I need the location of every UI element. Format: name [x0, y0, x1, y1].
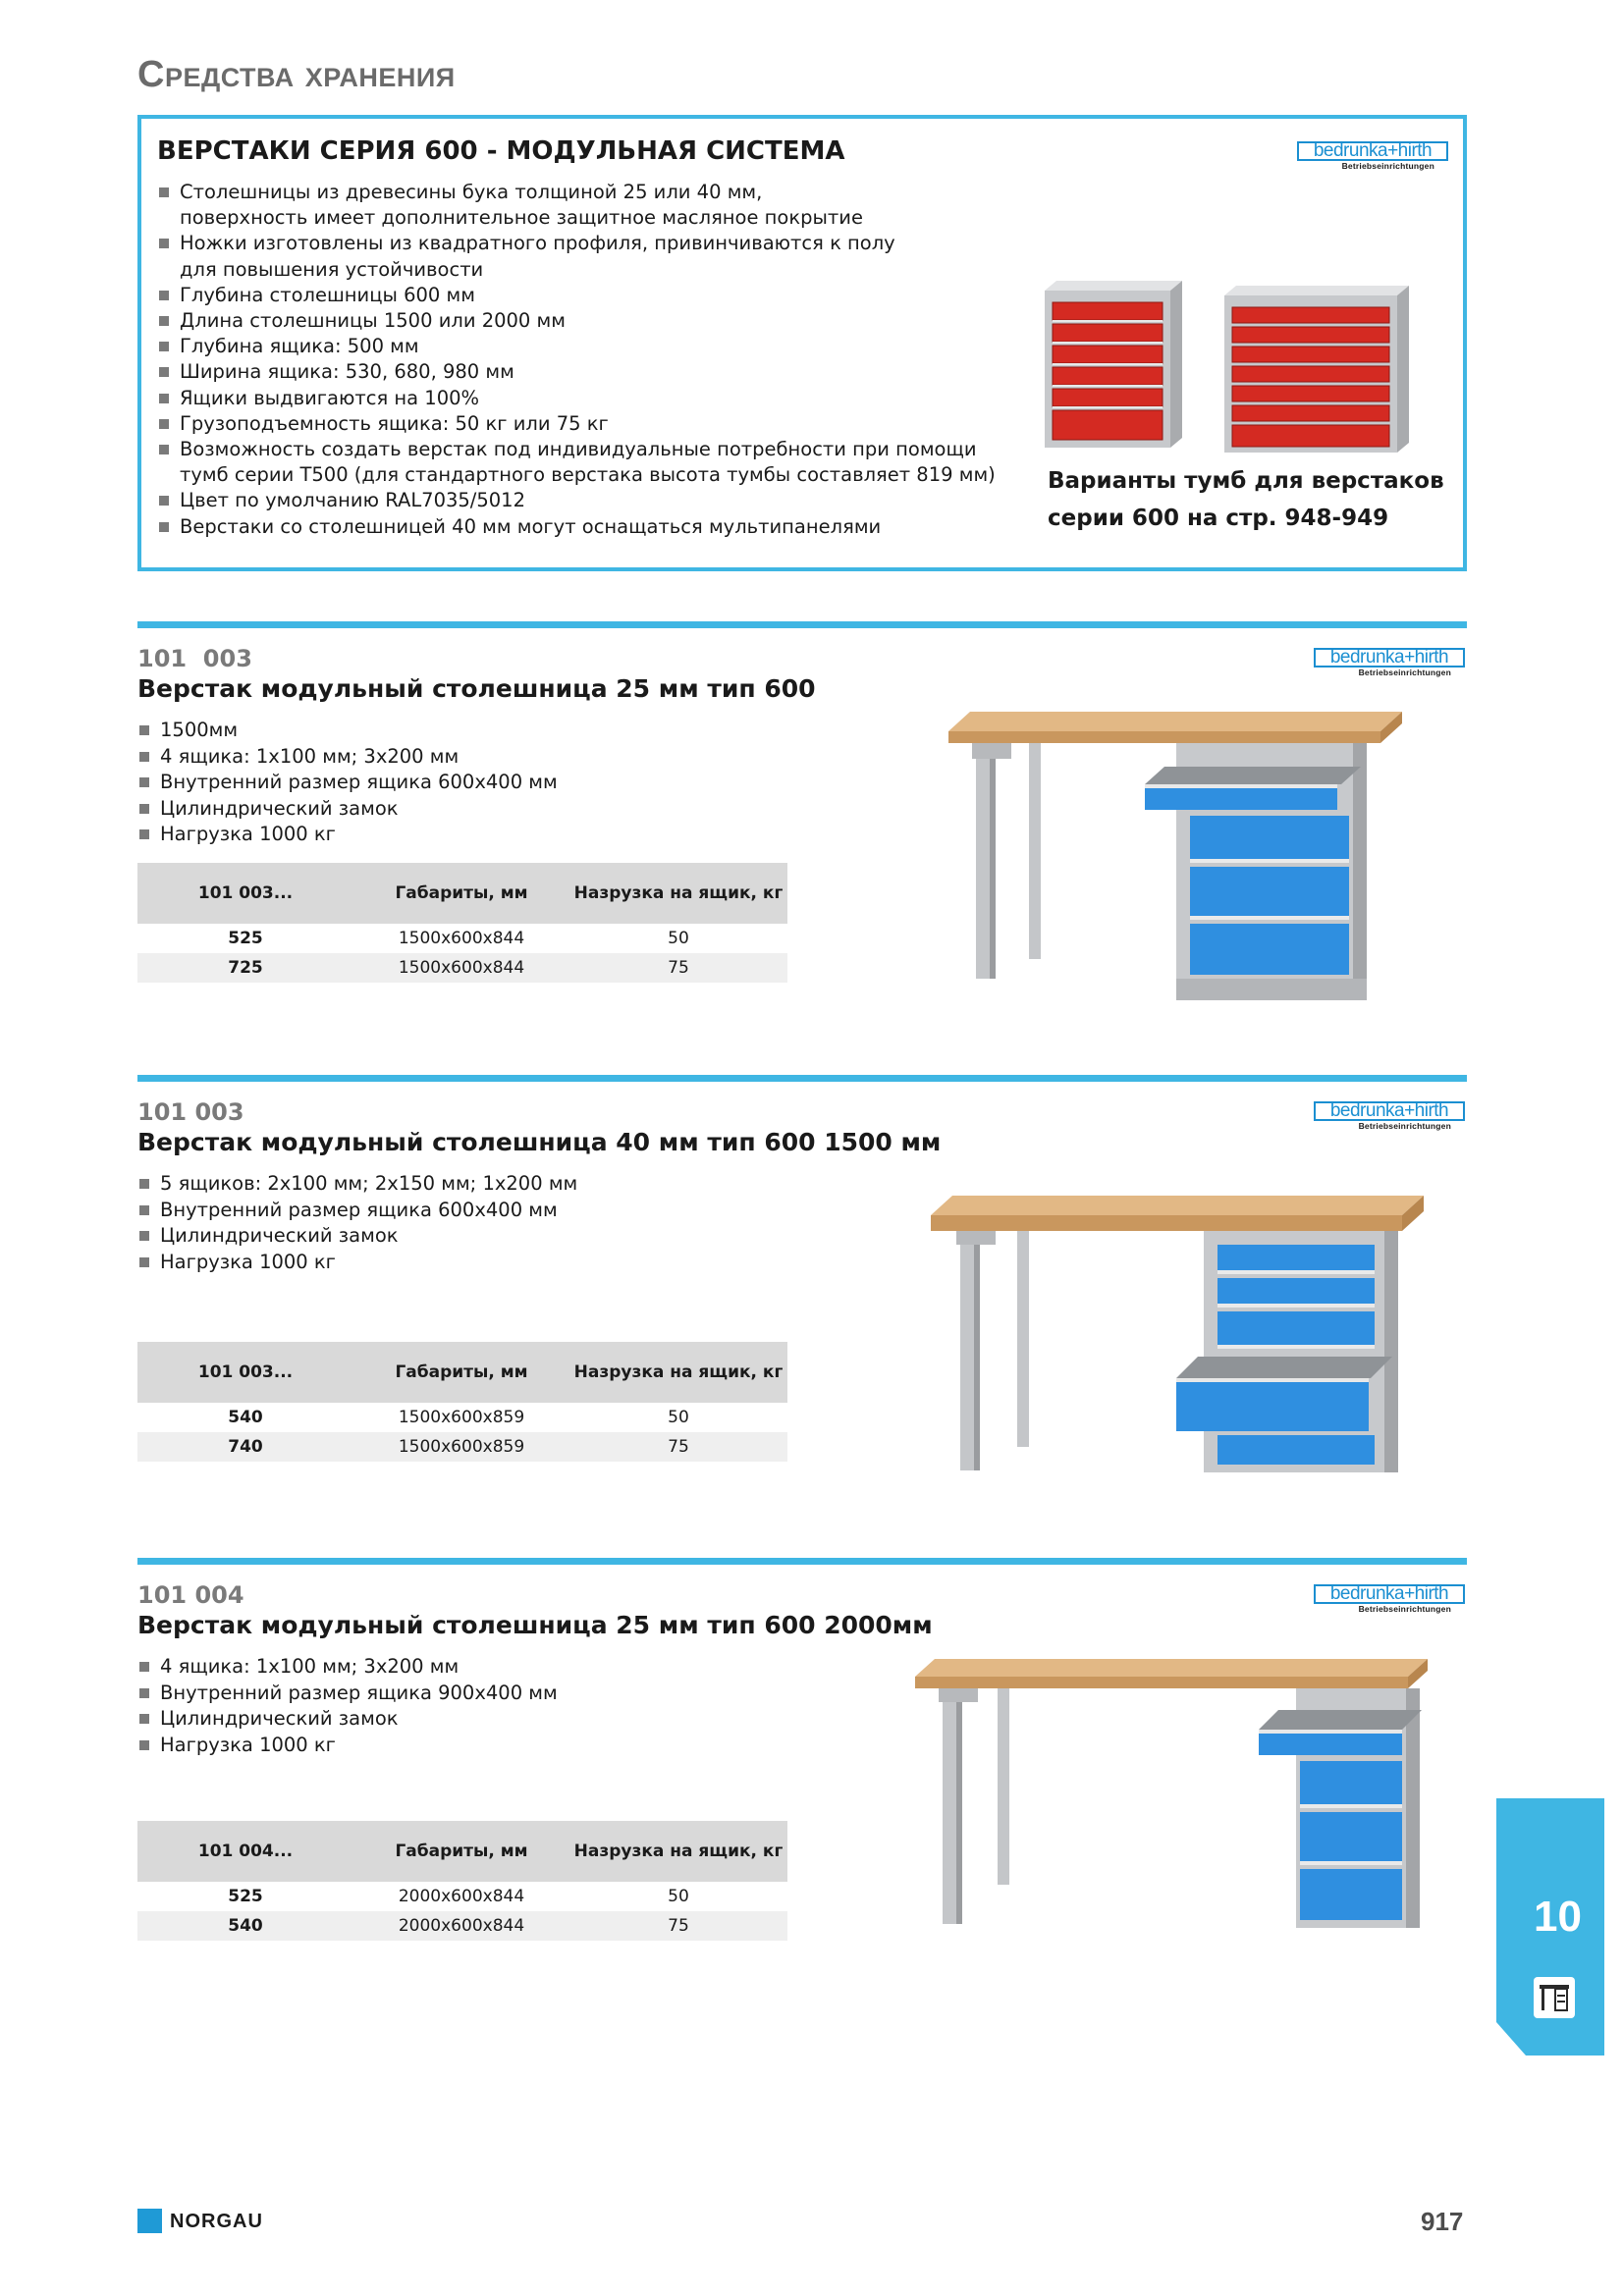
product-title: Верстак модульный столешница 25 мм тип 600	[137, 674, 816, 703]
product-features	[137, 718, 558, 848]
product-code: 101 004	[137, 1581, 244, 1609]
product-code: 101 003	[137, 1098, 244, 1126]
workbench-image	[915, 1651, 1445, 1946]
intro-features	[157, 180, 1001, 540]
product-title: Верстак модульный столешница 40 мм тип 600 1500 мм	[137, 1128, 942, 1156]
product-section	[137, 1558, 1467, 1970]
bullet-icon	[139, 1179, 149, 1189]
bullet-icon	[159, 342, 169, 351]
list-item: 1500мм	[137, 718, 558, 744]
chapter-tab	[1496, 1798, 1604, 2056]
footer-brand: NORGAU	[170, 2211, 263, 2232]
table-row	[137, 1432, 787, 1462]
list-item: 4 ящика: 1x100 мм; 3x200 мм	[137, 1654, 558, 1681]
table-row	[137, 953, 787, 983]
brand-logo: bedrunka+hirth Betriebseinrichtungen	[1297, 141, 1448, 173]
list-item: Внутренний размер ящика 600x400 мм	[137, 1198, 577, 1224]
table-cell: 740	[137, 1432, 353, 1462]
list-item: Столешницы из древесины бука толщиной 25 или 40 мм, поверхность имеет дополнительное защитное масляное покрытие	[157, 180, 1001, 231]
workbench-icon	[1532, 1975, 1577, 2020]
table-row	[137, 1911, 787, 1941]
list-item: Цилиндрический замок	[137, 1223, 577, 1250]
list-item: Внутренний размер ящика 600x400 мм	[137, 770, 558, 796]
list-item: Верстаки со столешницей 40 мм могут оснащаться мультипанелями	[157, 514, 1001, 540]
bullet-icon	[159, 394, 169, 403]
list-item: Цвет по умолчанию RAL7035/5012	[157, 488, 1001, 513]
spec-table	[137, 1342, 787, 1462]
table-cell: 50	[668, 929, 689, 948]
bullet-icon	[139, 829, 149, 839]
list-item: 4 ящика: 1x100 мм; 3x200 мм	[137, 744, 558, 771]
spec-table	[137, 1821, 787, 1941]
bullet-icon	[159, 187, 169, 197]
section-divider	[137, 1075, 1467, 1082]
bullet-icon	[159, 522, 169, 532]
table-cell: 540	[228, 1408, 263, 1427]
bullet-icon	[139, 1205, 149, 1215]
table-row	[137, 1403, 787, 1432]
table-header-row	[137, 1342, 787, 1403]
bullet-icon	[139, 804, 149, 814]
drawer-cabinet-image	[1224, 286, 1421, 462]
section-divider	[137, 621, 1467, 628]
bullet-icon	[139, 1740, 149, 1750]
section-divider	[137, 1558, 1467, 1565]
workbench-image	[948, 700, 1439, 1004]
table-cell: 1500x600x844	[398, 929, 525, 948]
bullet-icon	[139, 752, 149, 762]
table-cell: 75	[569, 1432, 787, 1462]
table-header: 101 003...	[137, 1342, 353, 1403]
table-header-row	[137, 1821, 787, 1882]
list-item: Нагрузка 1000 кг	[137, 1250, 577, 1276]
bullet-icon	[159, 367, 169, 377]
bullet-icon	[159, 316, 169, 326]
list-item: Нагрузка 1000 кг	[137, 822, 558, 848]
list-item: Внутренний размер ящика 900x400 мм	[137, 1681, 558, 1707]
bullet-icon	[139, 1688, 149, 1698]
table-cell: 1500x600x859	[398, 1408, 525, 1427]
list-item: Нагрузка 1000 кг	[137, 1733, 558, 1759]
product-section	[137, 1075, 1467, 1487]
intro-caption: Варианты тумб для верстаков серии 600 на стр. 948-949	[1048, 468, 1444, 531]
page-number: 917	[1421, 2207, 1464, 2236]
table-header: Назрузка на ящик, кг	[569, 863, 787, 924]
intro-title: ВЕРСТАКИ СЕРИЯ 600 - МОДУЛЬНАЯ СИСТЕМА	[157, 136, 845, 166]
list-item: Ножки изготовлены из квадратного профиля, привинчиваются к полу для повышения устойчивости	[157, 231, 1001, 282]
product-code: 101 003	[137, 645, 252, 672]
bullet-icon	[159, 239, 169, 248]
list-item: Ящики выдвигаются на 100%	[157, 386, 1001, 411]
table-header: Назрузка на ящик, кг	[569, 1342, 787, 1403]
brand-logo: bedrunka+hirth Betriebseinrichtungen	[1314, 1584, 1465, 1616]
list-item: Грузоподъемность ящика: 50 кг или 75 кг	[157, 411, 1001, 437]
product-features	[137, 1171, 577, 1275]
product-title: Верстак модульный столешница 25 мм тип 600 2000мм	[137, 1611, 933, 1639]
table-cell: 1500x600x859	[353, 1432, 569, 1462]
bullet-icon	[159, 445, 169, 454]
bullet-icon	[159, 291, 169, 300]
table-cell: 2000x600x844	[398, 1887, 525, 1906]
table-cell: 540	[137, 1911, 353, 1941]
table-cell: 2000x600x844	[353, 1911, 569, 1941]
table-row	[137, 1882, 787, 1911]
list-item: Ширина ящика: 530, 680, 980 мм	[157, 359, 1001, 385]
table-row	[137, 924, 787, 953]
bullet-icon	[159, 419, 169, 429]
bullet-icon	[159, 496, 169, 506]
chapter-number: 10	[1534, 1893, 1582, 1941]
table-header: Габариты, мм	[353, 1821, 569, 1882]
workbench-image	[931, 1188, 1441, 1482]
table-cell: 50	[668, 1408, 689, 1427]
table-header-row	[137, 863, 787, 924]
brand-logo: bedrunka+hirth Betriebseinrichtungen	[1314, 1101, 1465, 1133]
table-header: 101 004...	[137, 1821, 353, 1882]
list-item: Глубина столешницы 600 мм	[157, 283, 1001, 308]
norgau-logo-icon	[137, 2209, 162, 2233]
list-item: Цилиндрический замок	[137, 1706, 558, 1733]
table-cell: 525	[228, 1887, 263, 1906]
table-header: Назрузка на ящик, кг	[569, 1821, 787, 1882]
bullet-icon	[139, 1662, 149, 1672]
page-title: Средства хранения	[137, 54, 456, 95]
table-cell: 75	[569, 953, 787, 983]
table-cell: 50	[668, 1887, 689, 1906]
bullet-icon	[139, 725, 149, 735]
table-cell: 525	[228, 929, 263, 948]
bullet-icon	[139, 1714, 149, 1724]
list-item: Цилиндрический замок	[137, 796, 558, 823]
table-cell: 1500x600x844	[353, 953, 569, 983]
bullet-icon	[139, 1231, 149, 1241]
list-item: Длина столешницы 1500 или 2000 мм	[157, 308, 1001, 334]
table-cell: 725	[137, 953, 353, 983]
brand-logo: bedrunka+hirth Betriebseinrichtungen	[1314, 648, 1465, 679]
table-cell: 75	[569, 1911, 787, 1941]
product-section	[137, 621, 1467, 1014]
list-item: Возможность создать верстак под индивидуальные потребности при помощи тумб серии T500 (для стандартного верстака высота тумбы составляет 819 мм)	[157, 437, 1001, 488]
table-header: Габариты, мм	[353, 863, 569, 924]
table-header: Габариты, мм	[353, 1342, 569, 1403]
drawer-cabinet-image	[1045, 281, 1192, 457]
bullet-icon	[139, 777, 149, 787]
spec-table	[137, 863, 787, 983]
product-features	[137, 1654, 558, 1758]
table-header: 101 003...	[137, 863, 353, 924]
intro-box	[137, 115, 1467, 571]
list-item: 5 ящиков: 2x100 мм; 2x150 мм; 1x200 мм	[137, 1171, 577, 1198]
list-item: Глубина ящика: 500 мм	[157, 334, 1001, 359]
bullet-icon	[139, 1257, 149, 1267]
